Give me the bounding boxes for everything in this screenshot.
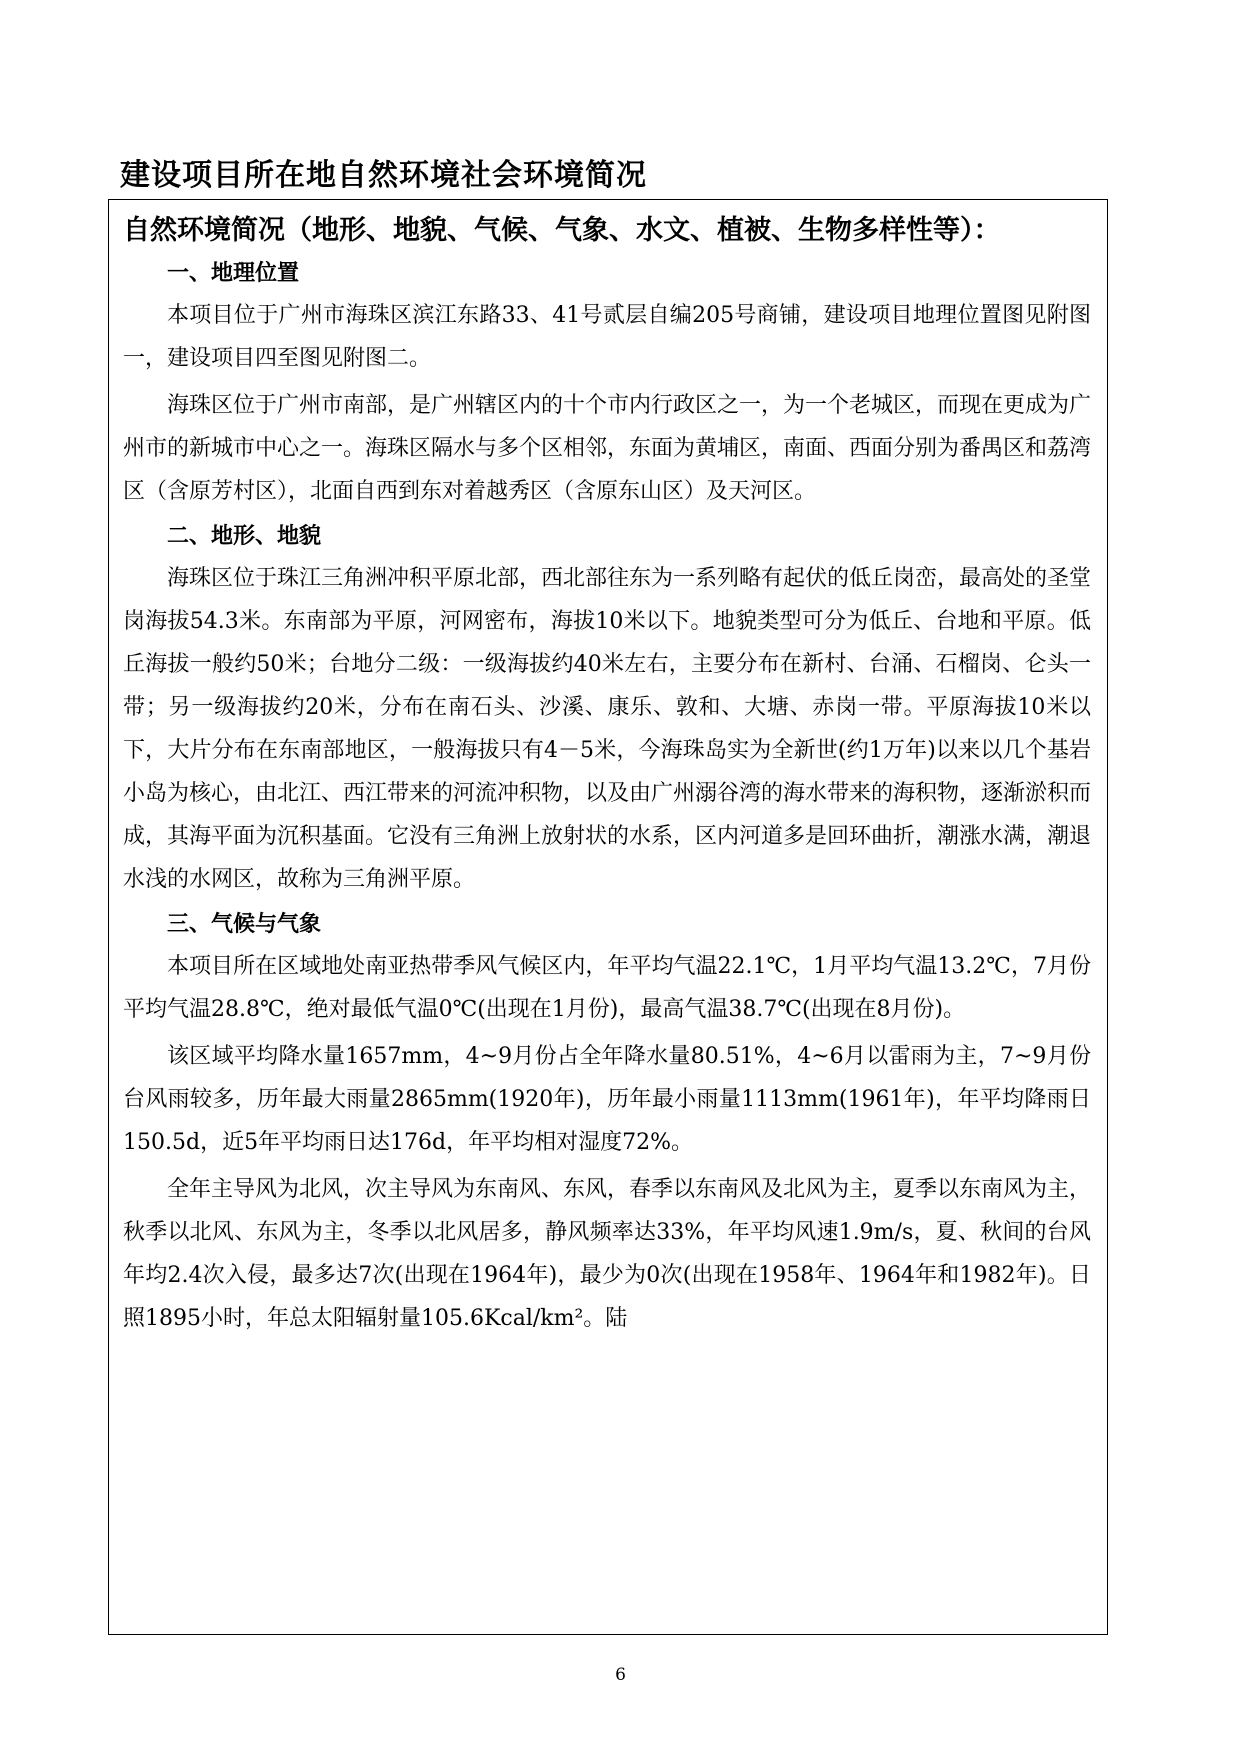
section-heading: 一、地理位置	[167, 261, 300, 286]
paragraph: 全年主导风为北风，次主导风为东南风、东风，春季以东南风及北风为主，夏季以东南风为主，秋季以北风、东风为主，冬季以北风居多，静风频率达33%，年平均风速1.9m/s，夏、秋间的台风年均2.4次入侵，最多达7次(出现在1964年)，最少为0次(出现在1958年、1964年和1982年)。日照1895小时，年总太阳辐射量105.6Kcal/km²。陆	[123, 1177, 1092, 1331]
page-number: 6	[615, 1665, 626, 1685]
section-heading: 三、气候与气象	[167, 912, 322, 937]
section-heading: 二、地形、地貌	[167, 524, 322, 549]
paragraph: 本项目所在区域地处南亚热带季风气候区内，年平均气温22.1℃，1月平均气温13.2℃，7月份平均气温28.8℃，绝对最低气温0℃(出现在1月份)，最高气温38.7℃(出现在8月份)。	[123, 954, 1091, 1022]
section-terrain	[123, 517, 1091, 901]
paragraph: 该区域平均降水量1657mm，4~9月份占全年降水量80.51%，4~6月以雷雨为主，7~9月份台风雨较多，历年最大雨量2865mm(1920年)，历年最小雨量1113mm(1961年)，年平均降雨日150.5d，近5年平均雨日达176d，年平均相对湿度72%。	[123, 1044, 1091, 1155]
section-climate	[123, 905, 1091, 1340]
paragraph: 海珠区位于珠江三角洲冲积平原北部，西北部往东为一系列略有起伏的低丘岗峦，最高处的圣堂岗海拔54.3米。东南部为平原，河网密布，海拔10米以下。地貌类型可分为低丘、台地和平原。低丘海拔一般约50米；台地分二级：一级海拔约40米左右，主要分布在新村、台涌、石榴岗、仑头一带；另一级海拔约20米，分布在南石头、沙溪、康乐、敦和、大塘、赤岗一带。平原海拔10米以下，大片分布在东南部地区，一般海拔只有4－5米，今海珠岛实为全新世(约1万年)以来以几个基岩小岛为核心，由北江、西江带来的河流冲积物，以及由广州溺谷湾的海水带来的海积物，逐渐淤积而成，其海平面为沉积基面。它没有三角洲上放射状的水系，区内河道多是回环曲折，潮涨水满，潮退水浅的水网区，故称为三角洲平原。	[123, 566, 1092, 892]
paragraph: 本项目位于广州市海珠区滨江东路33、41号贰层自编205号商铺，建设项目地理位置图见附图一，建设项目四至图见附图二。	[123, 303, 1091, 371]
box-heading: 自然环境简况（地形、地貌、气候、气象、水文、植被、生物多样性等）：	[123, 215, 1001, 246]
section-location	[123, 254, 1091, 513]
paragraph: 海珠区位于广州市南部，是广州辖区内的十个市内行政区之一，为一个老城区，而现在更成为广州市的新城市中心之一。海珠区隔水与多个区相邻，东面为黄埔区，南面、西面分别为番禺区和荔湾区（含原芳村区），北面自西到东对着越秀区（含原东山区）及天河区。	[123, 393, 1092, 504]
page-title: 建设项目所在地自然环境社会环境简况	[120, 158, 647, 193]
content-box	[108, 199, 1108, 1635]
